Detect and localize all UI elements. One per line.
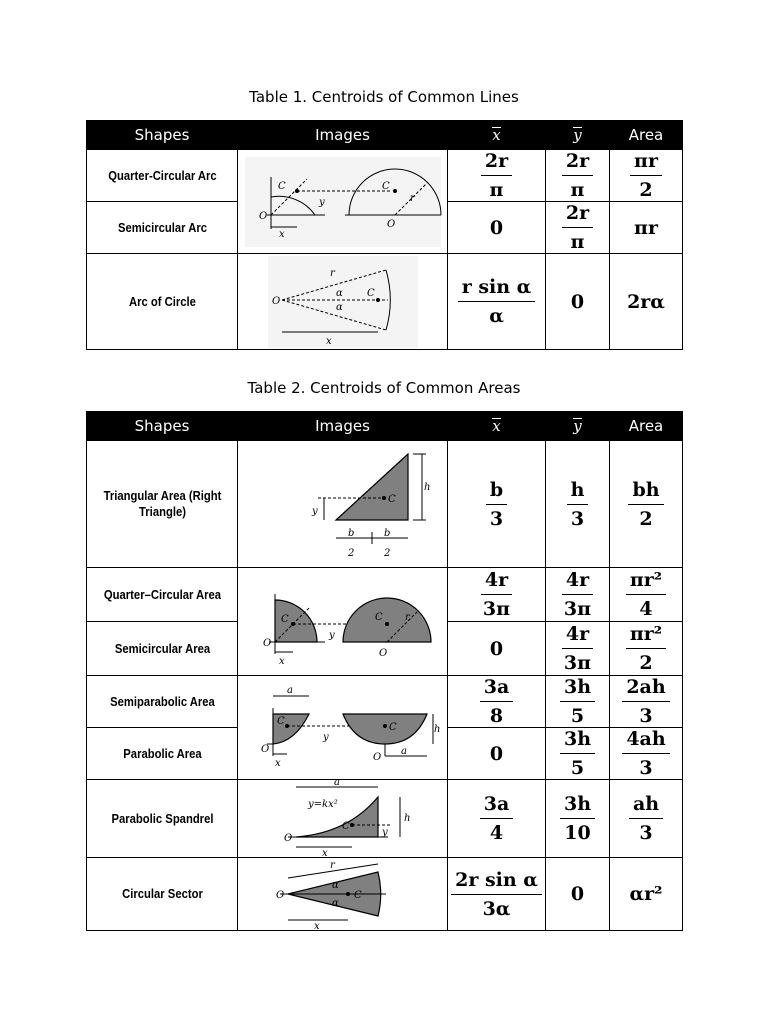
shape-name: Parabolic Area [94, 728, 230, 780]
area-value: $\frac{4ah}{3}$ [610, 728, 683, 780]
radius-label: r [409, 192, 415, 204]
header-shapes: Shapes [87, 121, 238, 150]
centroid-label: C [277, 180, 286, 192]
origin-label-2: O [386, 218, 395, 230]
parabola-label: y=kx² [307, 798, 338, 810]
shape-name: Semiparabolic Area [94, 676, 230, 728]
ybar-value: $\frac{4r}{3\pi}$ [546, 622, 610, 676]
ybar-label: y [311, 506, 318, 517]
centroid-label: C [276, 715, 285, 727]
xbar-label: x [313, 921, 320, 932]
origin-label: O [275, 890, 284, 901]
area-value: $\frac{2ah}{3}$ [610, 676, 683, 728]
xbar-label: x [278, 655, 285, 667]
table-row [87, 441, 683, 568]
xbar-label: x [278, 228, 285, 240]
radius-label: r [329, 267, 335, 279]
shape-name: Circular Sector [94, 858, 230, 931]
radius-label: r [329, 860, 335, 871]
height-label: h [403, 812, 410, 824]
ybar-value: $\frac{h}{3}$ [546, 441, 610, 568]
centroid-label: C [353, 890, 362, 901]
centroid-label: C [341, 820, 350, 832]
ybar-value: $\frac{4r}{3\pi}$ [546, 568, 610, 622]
xbar-symbol: x [492, 126, 501, 144]
circular-sector-figure [268, 858, 418, 930]
area-value: $\frac{\pi r}{2}$ [610, 150, 683, 202]
shape-name: Arc of Circle [94, 254, 230, 350]
header-shapes: Shapes [87, 412, 238, 441]
shape-name: Quarter-Circular Arc [94, 150, 230, 202]
sector-figure-cell [238, 858, 448, 931]
arc-of-circle-figure [268, 256, 418, 348]
table-header-row [87, 121, 683, 150]
table-row [87, 676, 683, 728]
xbar-value: 0 [448, 202, 546, 254]
shape-name: Quarter–Circular Area [94, 568, 230, 622]
ybar-label: y [381, 826, 388, 838]
xbar-symbol: x [492, 417, 501, 435]
circular-area-figure-cell [238, 568, 448, 676]
header-xbar [448, 412, 546, 441]
ybar-value: $\frac{3h}{5}$ [546, 728, 610, 780]
table-row [87, 254, 683, 350]
header-area: Area [610, 412, 683, 441]
area-value: πr [610, 202, 683, 254]
origin-label: O [283, 832, 292, 844]
xbar-value: $\frac{2r}{\pi}$ [448, 150, 546, 202]
origin-label: O [258, 210, 267, 222]
centroid-label-2: C [388, 721, 397, 733]
centroid-label: C [280, 613, 289, 625]
xbar-value: $\frac{3a}{4}$ [448, 780, 546, 858]
area-value: $\frac{bh}{2}$ [610, 441, 683, 568]
ybar-label: y [318, 196, 325, 208]
xbar-value: $\frac{b}{3}$ [448, 441, 546, 568]
a-label: a [286, 684, 293, 696]
centroid-label: C [366, 287, 375, 299]
b-label: b [347, 528, 354, 539]
arc-of-circle-figure-cell [238, 254, 448, 350]
xbar-label: x [274, 757, 281, 769]
shape-name: Semicircular Arc [94, 202, 230, 254]
table-row [87, 780, 683, 858]
ybar-value: 0 [546, 254, 610, 350]
header-xbar [448, 121, 546, 150]
xbar-label: x [321, 847, 328, 859]
xbar-value: $\frac{\text{2r sin α}}{3\alpha}$ [448, 858, 546, 931]
origin-label: O [262, 637, 271, 649]
alpha-label-2: α [331, 898, 339, 909]
height-label: h [423, 482, 430, 493]
arc-figure-cell [238, 150, 448, 254]
b-label-2: b [383, 528, 390, 539]
area-value: $\frac{\text{πr²}}{2}$ [610, 622, 683, 676]
parabolic-area-figure-cell [238, 676, 448, 780]
table1-caption: Table 1. Centroids of Common Lines [249, 88, 519, 106]
two-label: 2 [347, 548, 354, 559]
origin-label-2: O [372, 751, 381, 763]
centroid-label-2: C [374, 611, 383, 623]
table-row [87, 568, 683, 622]
header-images: Images [238, 121, 448, 150]
two-label-2: 2 [383, 548, 390, 559]
origin-label-2: O [378, 647, 387, 659]
shape-name: Parabolic Spandrel [94, 780, 230, 858]
table-row [87, 858, 683, 931]
origin-label: O [271, 295, 280, 307]
xbar-label: x [325, 335, 332, 347]
table-row [87, 150, 683, 202]
a-label-2: a [400, 745, 407, 757]
header-ybar [546, 121, 610, 150]
ybar-symbol: y [573, 417, 582, 435]
header-ybar [546, 412, 610, 441]
ybar-label: y [322, 731, 329, 743]
ybar-value: $\frac{2r}{\pi}$ [546, 150, 610, 202]
spandrel-figure-cell [238, 776, 448, 859]
ybar-value: 0 [546, 858, 610, 931]
alpha-label-2: α [335, 301, 343, 313]
parabolic-spandrel-figure [268, 776, 418, 859]
ybar-value: $\frac{2r}{\pi}$ [546, 202, 610, 254]
table-header-row [87, 412, 683, 441]
table2-caption: Table 2. Centroids of Common Areas [247, 379, 521, 397]
area-value: 2rα [610, 254, 683, 350]
xbar-value: $\frac{\text{r sin α}}{\alpha}$ [448, 254, 546, 350]
xbar-value: $\frac{3a}{8}$ [448, 676, 546, 728]
ybar-value: $\frac{3h}{10}$ [546, 780, 610, 858]
xbar-value: 0 [448, 728, 546, 780]
quarter-semicircular-area-figure [245, 572, 441, 672]
centroid-label: C [387, 494, 396, 505]
radius-label: r [404, 611, 410, 623]
shape-name: Triangular Area (Right Triangle) [94, 441, 230, 568]
height-label: h [433, 723, 440, 735]
ybar-value: $\frac{3h}{5}$ [546, 676, 610, 728]
area-value: $\frac{ah}{3}$ [610, 780, 683, 858]
table-centroids-areas [86, 411, 683, 931]
right-triangle-figure [268, 446, 430, 562]
alpha-label: α [335, 287, 343, 299]
ybar-symbol: y [573, 126, 582, 144]
shape-name: Semicircular Area [94, 622, 230, 676]
area-value: $\frac{\text{πr²}}{4}$ [610, 568, 683, 622]
area-value: αr² [610, 858, 683, 931]
xbar-value: $\frac{4r}{3\pi}$ [448, 568, 546, 622]
triangle-figure-cell [238, 441, 448, 568]
a-label: a [333, 776, 340, 788]
quarter-semicircular-arc-figure [245, 157, 441, 247]
ybar-label: y [328, 629, 335, 641]
table-centroids-lines [86, 120, 683, 350]
xbar-value: 0 [448, 622, 546, 676]
alpha-label: α [331, 880, 339, 891]
centroid-label-2: C [381, 180, 390, 192]
origin-label: O [260, 743, 269, 755]
semiparabolic-parabolic-area-figure [245, 680, 441, 776]
header-area: Area [610, 121, 683, 150]
header-images: Images [238, 412, 448, 441]
